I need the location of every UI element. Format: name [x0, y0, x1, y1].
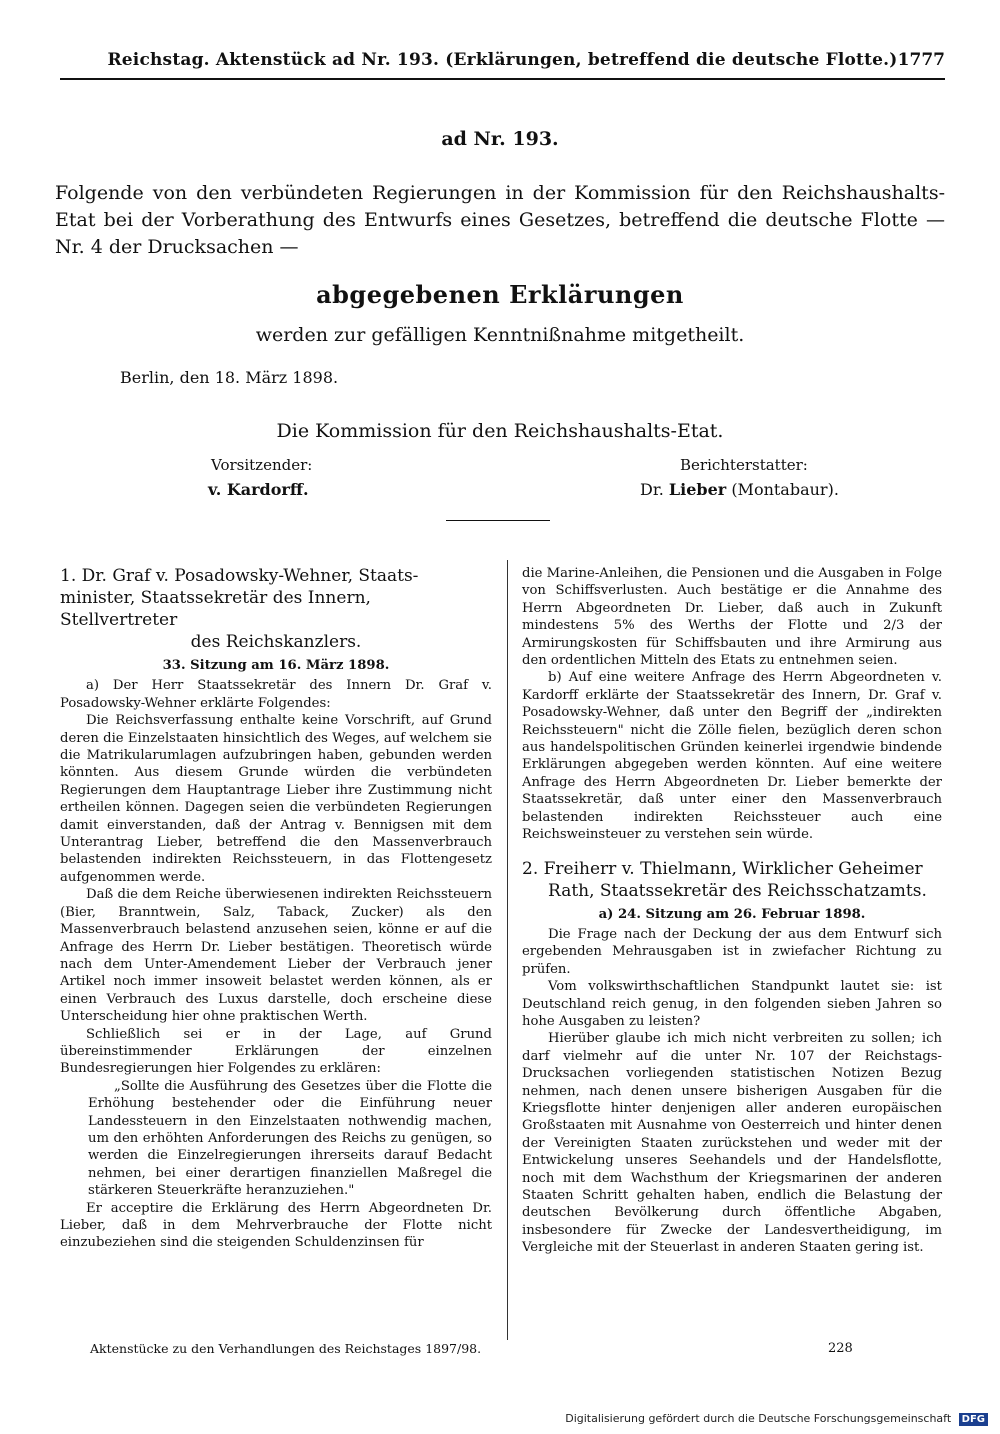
sub-heading: werden zur gefälligen Kenntnißnahme mitgetheilt. [255, 324, 745, 346]
chair-label: Vorsitzender: [211, 456, 313, 474]
paragraph: Die Reichsverfassung enthalte keine Vorschrift, auf Grund deren die Einzelstaaten hinsichtlich des Weges, auf welchem sie die Matrikularumlagen aufzubringen haben, gebunden werden könnten. Aus diesem Grunde würden die verbündeten Regierungen dem Hauptantrage Lieber ihre Zustimmung nicht ertheilen können. Dagegen seien die verbündeten Regierungen damit einverstanden, daß der Antrag v. Bennigsen mit dem Unterantrag Lieber, betreffend die den Massenverbrauch belastenden indirekten Reichssteuern, in das Flottengesetz aufgenommen werde. [60, 713, 492, 885]
chair-name: v. Kardorff. [208, 480, 309, 499]
right-column [522, 565, 942, 1257]
reporter-prefix: Dr. [640, 480, 664, 499]
intro-paragraph: Folgende von den verbündeten Regierungen in der Kommission für den Reichshaushalts-Etat bei der Vorberathung des Entwurfs eines Gesetzes, betreffend die deutsche Flotte — Nr. 4 der Drucksachen — [55, 182, 945, 258]
section-2-heading-line-2: Rath, Staatssekretär des Reichsschatzamts. [548, 880, 927, 901]
separator-rule [446, 520, 550, 521]
column-divider [507, 560, 508, 1340]
left-column [60, 565, 492, 1252]
reporter-name-line [640, 480, 839, 499]
reporter-suffix: (Montabaur). [731, 480, 839, 499]
sitting-heading: a) 24. Sitzung am 26. Februar 1898. [598, 906, 866, 922]
commission-name: Die Kommission für den Reichshaushalts-Etat. [276, 420, 724, 442]
document-title: ad Nr. 193. [441, 128, 559, 150]
paragraph: a) Der Herr Staatssekretär des Innern Dr. Graf v. Posadowsky-Wehner erklärte Folgendes: [60, 678, 492, 711]
paragraph: Schließlich sei er in der Lage, auf Grund übereinstimmender Erklärungen der einzelnen Bundesregierungen hier Folgendes zu erklären: [60, 1026, 492, 1077]
paragraph: Vom volkswirthschaftlichen Standpunkt lautet sie: ist Deutschland reich genug, in den folgenden sieben Jahren so hohe Ausgaben zu leisten? [522, 979, 942, 1029]
spacer [522, 844, 942, 858]
main-heading: abgegebenen Erklärungen [316, 280, 684, 309]
sitting-heading: 33. Sitzung am 16. März 1898. [162, 658, 390, 673]
section-2-heading [522, 858, 942, 902]
dfg-logo: DFG [959, 1413, 988, 1426]
footer-note: Aktenstücke zu den Verhandlungen des Reichstages 1897/98. [90, 1341, 482, 1356]
running-header [60, 50, 945, 70]
paragraph: Daß die dem Reiche überwiesenen indirekten Reichssteuern (Bier, Branntwein, Salz, Taback, Zucker) als den Massenverbrauch belastend anzusehen seien, könne er auf die Anfrage des Herrn Dr. Lieber bestätigen. Theoretisch würde nach dem Unter-Amendement Lieber der Verbrauch jener Artikel noch immer insoweit belastet werden können, als er einen Verbrauch des Luxus darstelle, doch erscheine diese Unterscheidung hier ohne praktischen Werth. [60, 887, 492, 1025]
paragraph: Die Frage nach der Deckung der aus dem Entwurf sich ergebenden Mehrausgaben ist in zwiefacher Richtung zu prüfen. [522, 926, 942, 977]
running-header-title: Reichstag. Aktenstück ad Nr. 193. (Erklärungen, betreffend die deutsche Flotte.) [107, 50, 898, 70]
place-date: Berlin, den 18. März 1898. [120, 368, 339, 387]
digitization-credit [565, 1412, 988, 1426]
sheet-number: 228 [828, 1341, 853, 1356]
paragraph: b) Auf eine weitere Anfrage des Herrn Abgeordneten v. Kardorff erklärte der Staatssekretär des Innern, Dr. Graf v. Posadowsky-Wehner, daß unter den Begriff der „indirekten Reichssteuern" nicht die Zölle fielen, bezüglich deren schon aus handelspolitischen Gründen keinerlei irgendwie bindende Erklärungen abgegeben werden könnten. Auf eine weitere Anfrage des Herrn Abgeordneten Dr. Lieber bemerkte der Staatssekretär, daß unter einer den Massenverbrauch belastenden indirekten Reichssteuer auch eine Reichsweinsteuer zu verstehen sein würde. [522, 670, 942, 843]
section-1-heading-line-1: 1. Dr. Graf v. Posadowsky-Wehner, Staats- [60, 566, 419, 586]
section-1-heading [60, 565, 492, 653]
section-2-heading-line-1: 2. Freiherr v. Thielmann, Wirklicher Geheimer [522, 858, 923, 879]
header-rule [60, 78, 945, 80]
paragraph: die Marine-Anleihen, die Pensionen und die Ausgaben in Folge von Schiffsverlusten. Auch bestätige er die Annahme des Herrn Abgeordneten Dr. Lieber, daß auch in Zukunft mindestens 5% des Werths der Flotte und 2/3 der Armirungskosten für Schiffsbauten und ihre Armirung aus den ordentlichen Mitteln des Etats zu entnehmen seien. [522, 566, 942, 669]
paragraph: Er acceptire die Erklärung des Herrn Abgeordneten Dr. Lieber, daß in dem Mehrverbrauche der Flotte nicht einzubeziehen sind die steigenden Schuldenzinsen für [60, 1200, 492, 1251]
section-1-heading-line-3: des Reichskanzlers. [190, 632, 362, 652]
reporter-label: Berichterstatter: [680, 456, 808, 474]
paragraph: Hierüber glaube ich mich nicht verbreiten zu sollen; ich darf vielmehr auf die unter Nr. 107 der Reichstags-Drucksachen vorliegenden statistischen Notizen Bezug nehmen, nach denen unsere bisherigen Ausgaben für die Kriegsflotte hinter denjenigen aller anderen europäischen Großstaaten mit Ausnahme von Oesterreich und hinter denen der Vereinigten Staaten zurückstehen und weder mit der Entwickelung unseres Seehandels und der Handelsflotte, noch mit dem Wachsthum der Kriegsmarinen der anderen Staaten Schritt gehalten haben, endlich die Belastung der deutschen Bevölkerung durch öffentliche Abgaben, insbesondere für Zwecke der Landesvertheidigung, im Vergleiche mit der Steuerlast in anderen Staaten gering ist. [522, 1031, 942, 1256]
quoted-declaration: „Sollte die Ausführung des Gesetzes über die Flotte die Erhöhung bestehender oder die Einführung neuer Landessteuern in den Einzelstaaten nothwendig machen, um den erhöhten Anforderungen des Reichs zu genügen, so werden die Einzelregierungen ihrerseits darauf Bedacht nehmen, bei einer derartigen finanziellen Maßregel die stärkeren Steuerkräfte heranzuziehen." [88, 1078, 492, 1199]
digitization-text: Digitalisierung gefördert durch die Deutsche Forschungsgemeinschaft [565, 1412, 952, 1425]
reporter-name: Lieber [668, 480, 727, 499]
page-number: 1777 [897, 50, 945, 70]
section-1-heading-line-2: minister, Staatssekretär des Innern, Stellvertreter [60, 588, 371, 630]
